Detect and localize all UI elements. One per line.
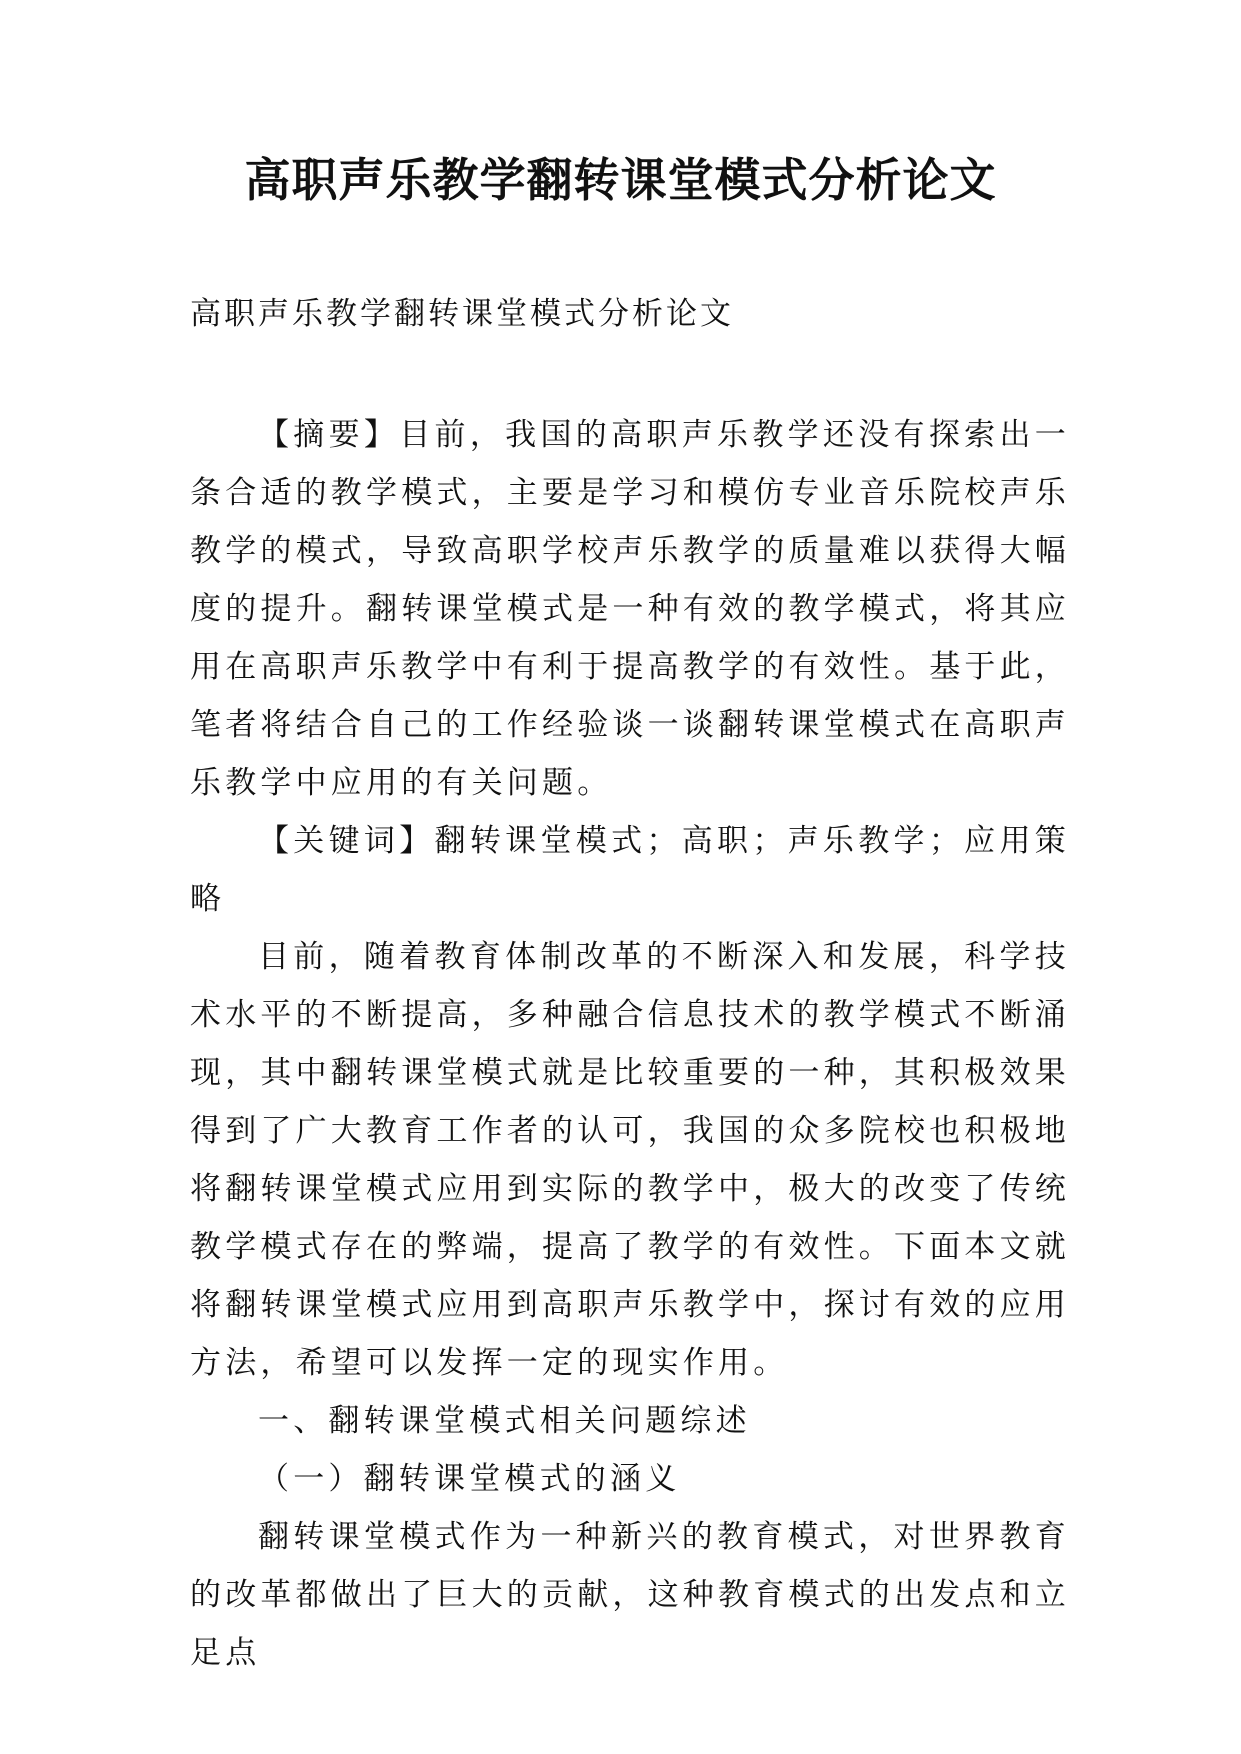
keywords-paragraph: 【关键词】翻转课堂模式；高职；声乐教学；应用策略: [190, 823, 1070, 917]
subsection-heading: （一）翻转课堂模式的涵义: [258, 1461, 681, 1497]
intro-paragraph: 目前，随着教育体制改革的不断深入和发展，科学技术水平的不断提高，多种融合信息技术的教学模式不断涌现，其中翻转课堂模式就是比较重要的一种，其积极效果得到了广大教育工作者的认可，我国的众多院校也积极地将翻转课堂模式应用到实际的教学中，极大的改变了传统教学模式存在的弊端，提高了教学的有效性。下面本文就将翻转课堂模式应用到高职声乐教学中，探讨有效的应用方法，希望可以发挥一定的现实作用。: [190, 939, 1070, 1381]
document-title: 高职声乐教学翻转课堂模式分析论文: [244, 153, 997, 207]
document-body: [190, 406, 1070, 1682]
abstract-paragraph: 【摘要】目前，我国的高职声乐教学还没有探索出一条合适的教学模式，主要是学习和模仿专业音乐院校声乐教学的模式，导致高职学校声乐教学的质量难以获得大幅度的提升。翻转课堂模式是一种有效的教学模式，将其应用在高职声乐教学中有利于提高教学的有效性。基于此，笔者将结合自己的工作经验谈一谈翻转课堂模式在高职声乐教学中应用的有关问题。: [190, 417, 1070, 801]
body-paragraph: 翻转课堂模式作为一种新兴的教育模式，对世界教育的改革都做出了巨大的贡献，这种教育模式的出发点和立足点: [190, 1519, 1070, 1671]
section-heading: 一、翻转课堂模式相关问题综述: [258, 1403, 751, 1439]
document-subtitle: 高职声乐教学翻转课堂模式分析论文: [190, 296, 734, 332]
